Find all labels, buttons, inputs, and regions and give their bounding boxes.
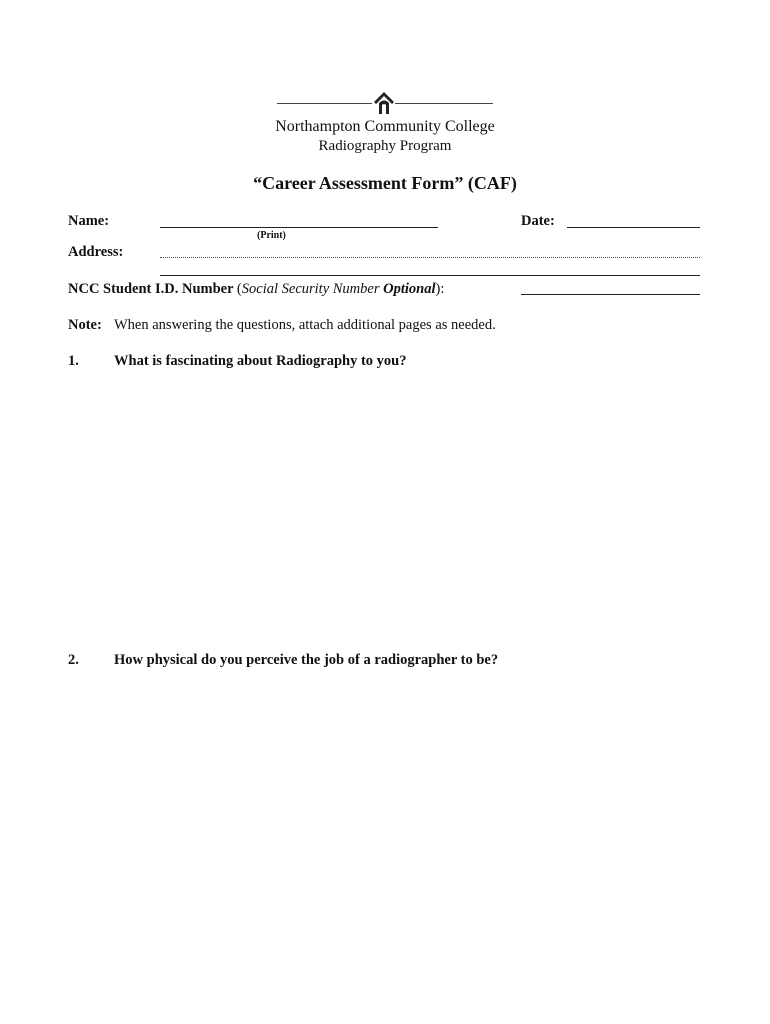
address-field-line-1[interactable] <box>160 257 700 258</box>
name-field-line[interactable] <box>160 227 438 228</box>
note-label: Note: <box>68 317 102 333</box>
print-hint: (Print) <box>257 230 286 241</box>
logo-rule-right <box>395 103 493 104</box>
paren-close: ): <box>435 281 445 297</box>
logo-rule-left <box>277 103 372 104</box>
college-logo-icon <box>370 90 398 116</box>
name-label: Name: <box>68 213 110 229</box>
ssn-text: Social Security Number <box>241 281 380 297</box>
optional-text: Optional <box>383 281 436 297</box>
program-name: Radiography Program <box>318 138 452 154</box>
student-id-label <box>68 280 444 298</box>
college-name: Northampton Community College <box>275 118 495 135</box>
student-id-label-text: NCC Student I.D. Number <box>68 281 234 297</box>
question-1-number: 1. <box>68 353 79 369</box>
question-2-text: How physical do you perceive the job of a radiographer to be? <box>114 652 499 668</box>
date-field-line[interactable] <box>567 227 700 228</box>
address-field-line-2[interactable] <box>160 275 700 276</box>
student-id-field-line[interactable] <box>521 294 700 295</box>
paren-open: ( <box>236 281 242 297</box>
address-label: Address: <box>68 244 124 260</box>
date-label: Date: <box>521 213 555 229</box>
note-text: When answering the questions, attach additional pages as needed. <box>114 317 496 333</box>
question-2-number: 2. <box>68 652 79 668</box>
question-1-text: What is fascinating about Radiography to you? <box>114 353 407 369</box>
form-title: “Career Assessment Form” (CAF) <box>253 173 517 193</box>
